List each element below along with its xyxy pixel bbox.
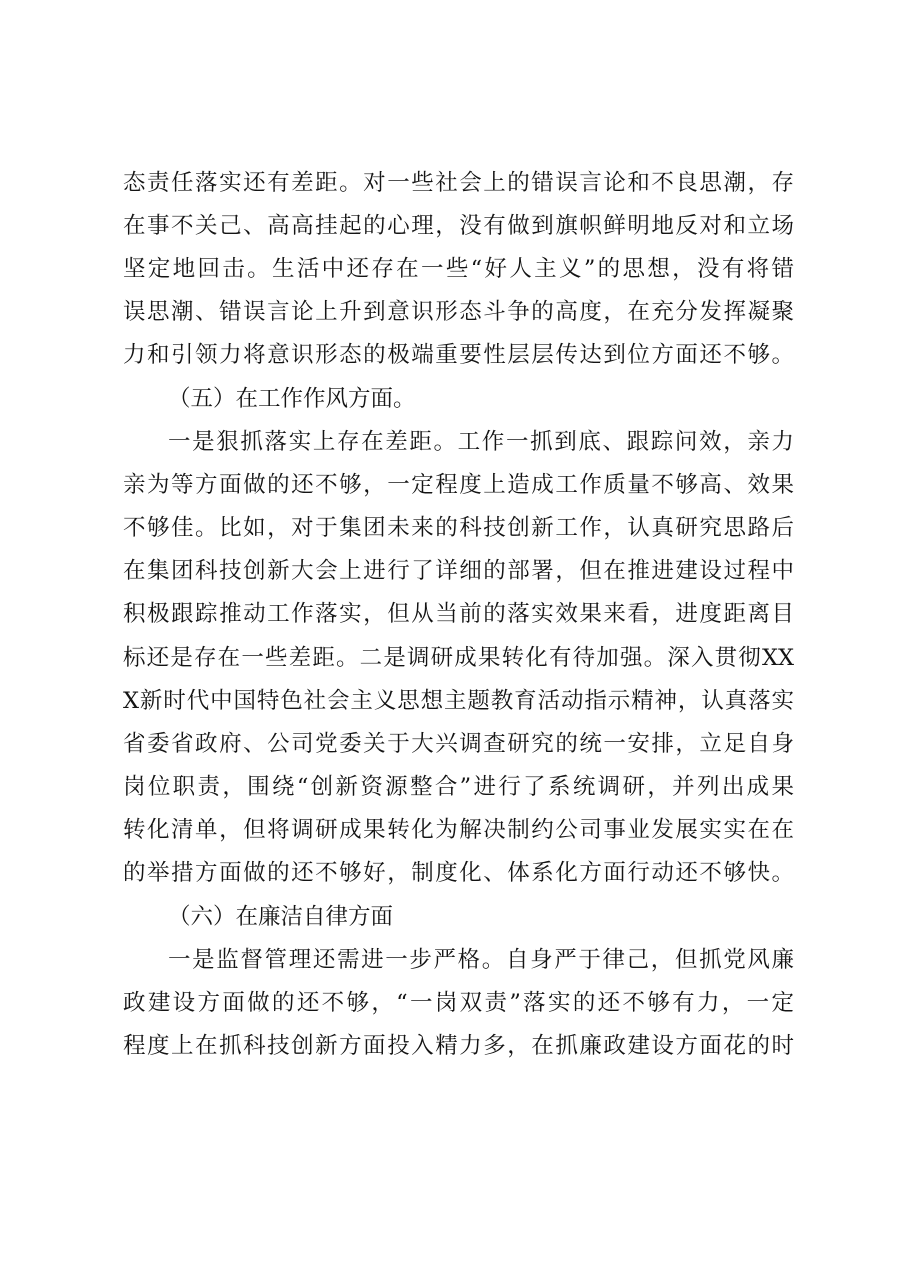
- body-text-line: 一是狠抓落实上存在差距。工作一抓到底、跟踪问效，亲力: [168, 429, 794, 455]
- body-text-line: 标还是存在一些差距。二是调研成果转化有待加强。深入贯彻XX: [123, 645, 794, 671]
- section-heading-five: （五）在工作作风方面。: [168, 386, 416, 412]
- body-text-line: 一是监督管理还需进一步严格。自身严于律己，但抓党风廉: [168, 947, 794, 973]
- body-text-line: 省委省政府、公司党委关于大兴调查研究的统一安排，立足自身: [123, 731, 794, 757]
- body-text-line: 态责任落实还有差距。对一些社会上的错误言论和不良思潮，存: [123, 170, 794, 196]
- body-text-line: 程度上在抓科技创新方面投入精力多，在抓廉政建设方面花的时: [123, 1033, 794, 1059]
- body-text-line: 误思潮、错误言论上升到意识形态斗争的高度，在充分发挥凝聚: [123, 299, 794, 325]
- body-text-line: 转化清单，但将调研成果转化为解决制约公司事业发展实实在在: [123, 817, 794, 843]
- body-text-line: X新时代中国特色社会主义思想主题教育活动指示精神，认真落实: [123, 688, 794, 714]
- body-text-line: 不够佳。比如，对于集团未来的科技创新工作，认真研究思路后: [123, 515, 794, 541]
- section-heading-six: （六）在廉洁自律方面: [168, 904, 394, 930]
- body-text-line: 政建设方面做的还不够，“一岗双责”落实的还不够有力，一定: [123, 990, 794, 1016]
- body-text-line: 积极跟踪推动工作落实，但从当前的落实效果来看，进度距离目: [123, 601, 794, 627]
- body-text-line: 岗位职责，围绕“创新资源整合”进行了系统调研，并列出成果: [123, 774, 794, 800]
- body-text-line: 坚定地回击。生活中还存在一些“好人主义”的思想，没有将错: [123, 256, 794, 282]
- body-text-line: 力和引领力将意识形态的极端重要性层层传达到位方面还不够。: [123, 342, 794, 368]
- body-text-line: 的举措方面做的还不够好，制度化、体系化方面行动还不够快。: [123, 860, 794, 886]
- body-text-line: 亲为等方面做的还不够，一定程度上造成工作质量不够高、效果: [123, 472, 794, 498]
- body-text-line: 在集团科技创新大会上进行了详细的部署，但在推进建设过程中: [123, 558, 794, 584]
- body-text-line: 在事不关己、高高挂起的心理，没有做到旗帜鲜明地反对和立场: [123, 213, 794, 239]
